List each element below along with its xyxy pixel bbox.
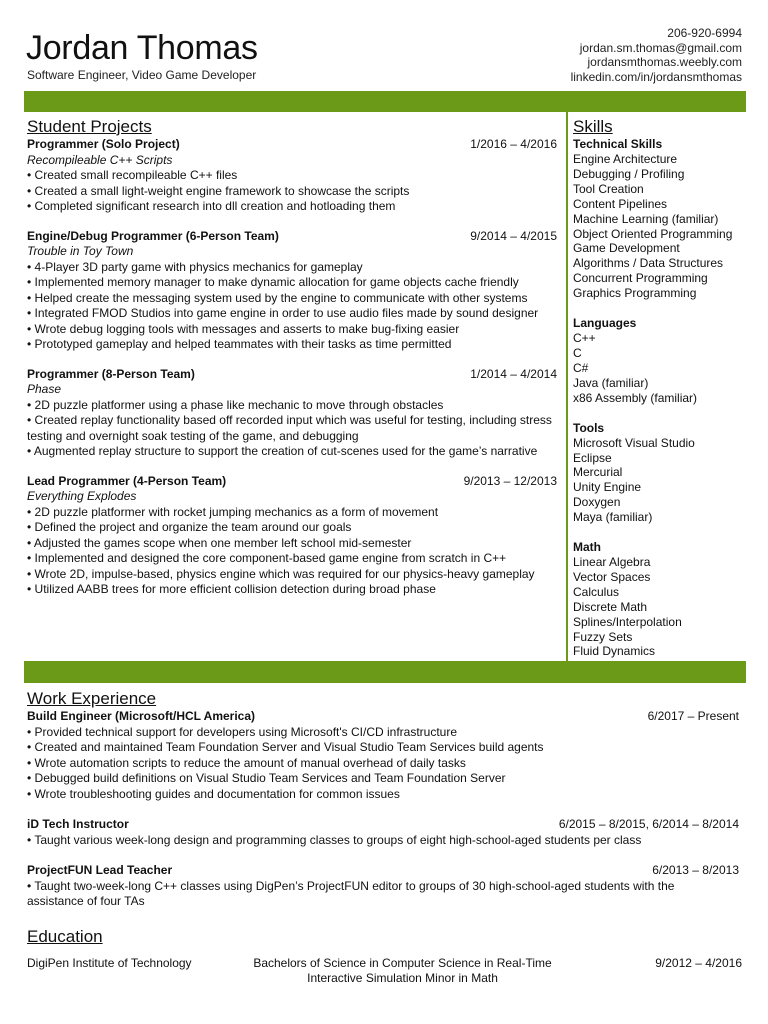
project-role: Engine/Debug Programmer (6-Person Team): [27, 228, 279, 243]
skill-item: Graphics Programming: [573, 286, 697, 301]
job-build-engineer: [27, 709, 739, 802]
project-name: Phase: [27, 382, 62, 396]
project-role: Programmer (Solo Project): [27, 137, 180, 151]
project-name: Everything Explodes: [27, 489, 137, 503]
skills-title: Skills: [573, 117, 613, 136]
project-name: Recompileable C++ Scripts: [27, 152, 173, 167]
skills-group-heading: Technical Skills: [573, 137, 663, 151]
skill-item: Debugging / Profiling: [573, 166, 685, 181]
student-projects-section: [27, 117, 557, 598]
skill-item: Engine Architecture: [573, 152, 678, 166]
contact-email: jordan.sm.thomas@gmail.com: [579, 40, 742, 55]
project-bullet: • Created a small light-weight engine framework to showcase the scripts: [27, 183, 410, 198]
work-experience-title: Work Experience: [27, 689, 157, 708]
project-phase: [27, 367, 557, 460]
skill-item: Maya (familiar): [573, 510, 653, 525]
contact-phone: 206-920-6994: [667, 26, 742, 40]
skill-item: Content Pipelines: [573, 196, 668, 211]
project-bullet: • Integrated FMOD Studios into game engine in order to use audio files made by sound designer: [27, 306, 539, 320]
resume-name: Jordan Thomas: [26, 29, 258, 67]
skills-section: [573, 117, 745, 659]
skill-item: Object Oriented Programming: [573, 226, 733, 241]
skill-item: Calculus: [573, 584, 620, 599]
job-bullet: • Taught various week-long design and programming classes to groups of eight high-school-aged students per class: [27, 832, 642, 847]
project-bullet: • Implemented and designed the core component-based game engine from scratch in C++: [27, 551, 507, 565]
job-bullet: • Wrote automation scripts to reduce the amount of manual overhead of daily tasks: [27, 755, 466, 770]
project-role: Lead Programmer (4-Person Team): [27, 473, 227, 488]
skill-item: Doxygen: [573, 495, 621, 510]
skills-group-heading: Tools: [573, 420, 605, 435]
skill-item: x86 Assembly (familiar): [573, 390, 698, 405]
skill-item: Splines/Interpolation: [573, 614, 682, 629]
skill-item: Fluid Dynamics: [573, 644, 656, 659]
job-role: iD Tech Instructor: [27, 817, 129, 831]
education-title: Education: [27, 927, 103, 946]
project-dates: 9/2014 – 4/2015: [470, 228, 557, 243]
skills-group-heading: Languages: [573, 316, 637, 331]
contact-linkedin: linkedin.com/in/jordansmthomas: [570, 69, 742, 84]
skill-item: Fuzzy Sets: [573, 629, 633, 644]
project-dates: 1/2014 – 4/2014: [470, 366, 557, 381]
job-dates: 6/2015 – 8/2015, 6/2014 – 8/2014: [558, 817, 739, 831]
project-bullet: • Augmented replay structure to support the creation of cut-scenes used for the game’s narrative: [27, 444, 538, 458]
skill-item: Concurrent Programming: [573, 271, 708, 286]
job-id-tech-instructor: [27, 817, 739, 848]
project-bullet: • Utilized AABB trees for more efficient collision detection during broad phase: [27, 582, 436, 596]
education-degree: Bachelors of Science in Computer Science in Real-Time Interactive Simulation Minor in Math: [253, 956, 552, 985]
project-bullet: • 4-Player 3D party game with physics mechanics for gameplay: [27, 259, 363, 274]
skill-item: Algorithms / Data Structures: [573, 256, 724, 271]
project-name: Trouble in Toy Town: [27, 244, 134, 258]
project-bullet: • Created small recompileable C++ files: [27, 168, 238, 182]
job-role: Build Engineer (Microsoft/HCL America): [27, 709, 256, 723]
project-bullet: • 2D puzzle platformer using a phase like mechanic to move through obstacles: [27, 397, 444, 412]
skill-item: Discrete Math: [573, 599, 648, 614]
job-dates: 6/2017 – Present: [647, 709, 739, 723]
column-divider: [566, 112, 568, 661]
project-bullet: • Defined the project and organize the team around our goals: [27, 520, 352, 534]
project-bullet: • Implemented memory manager to make dynamic allocation for game objects cache friendly: [27, 275, 519, 289]
education-dates: 9/2012 – 4/2016: [655, 956, 742, 970]
header-divider-bar: [24, 91, 746, 112]
project-recompileable-scripts: [27, 137, 557, 215]
job-bullet: • Created and maintained Team Foundation Server and Visual Studio Team Services build agents: [27, 740, 544, 754]
education-school: DigiPen Institute of Technology: [27, 956, 192, 970]
skill-item: C: [573, 345, 582, 360]
skills-group-heading: Math: [573, 540, 601, 555]
skill-item: C++: [573, 331, 596, 346]
job-projectfun-lead-teacher: [27, 863, 739, 910]
student-projects-title: Student Projects: [27, 117, 152, 136]
project-bullet: • 2D puzzle platformer with rocket jumping mechanics as a form of movement: [27, 504, 439, 519]
skill-item: C#: [573, 360, 589, 375]
project-bullet: • Completed significant research into dll creation and hotloading them: [27, 199, 396, 213]
contact-website: jordansmthomas.weebly.com: [587, 55, 742, 69]
project-bullet: • Adjusted the games scope when one member left school mid-semester: [27, 535, 412, 550]
skill-item: Machine Learning (familiar): [573, 211, 719, 226]
project-bullet: • Prototyped gameplay and helped teammates with their tasks as time permitted: [27, 337, 452, 351]
project-bullet: • Created replay functionality based off recorded input which was useful for testing, including stress testing and overnight soak testing of the game, and debugging: [27, 413, 552, 443]
project-everything-explodes: [27, 474, 557, 598]
job-role: ProjectFUN Lead Teacher: [27, 863, 173, 877]
skill-item: Eclipse: [573, 450, 612, 465]
work-experience-section: [27, 689, 739, 910]
contact-block: [571, 26, 742, 84]
job-dates: 6/2013 – 8/2013: [652, 863, 739, 877]
section-divider-bar: [24, 661, 746, 683]
skill-item: Vector Spaces: [573, 569, 651, 584]
skill-item: Java (familiar): [573, 375, 649, 390]
skill-item: Microsoft Visual Studio: [573, 435, 695, 450]
job-bullet: • Provided technical support for developers using Microsoft's CI/CD infrastructure: [27, 724, 458, 739]
skill-item: Tool Creation: [573, 181, 644, 196]
skill-item: Game Development: [573, 241, 680, 256]
skill-item: Linear Algebra: [573, 555, 651, 570]
project-dates: 9/2013 – 12/2013: [463, 473, 557, 488]
job-bullet: • Taught two-week-long C++ classes using DigPen’s ProjectFUN editor to groups of 30 high-school-aged students with the assistance of four TAs: [27, 878, 675, 908]
project-role: Programmer (8-Person Team): [27, 366, 195, 381]
job-bullet: • Debugged build definitions on Visual Studio Team Services and Team Foundation Server: [27, 771, 506, 785]
project-bullet: • Wrote 2D, impulse-based, physics engine which was required for our physics-heavy gameplay: [27, 566, 535, 581]
resume-subtitle: Software Engineer, Video Game Developer: [27, 68, 257, 82]
project-bullet: • Wrote debug logging tools with messages and asserts to make bug-fixing easier: [27, 321, 460, 336]
job-bullet: • Wrote troubleshooting guides and documentation for common issues: [27, 786, 400, 801]
project-bullet: • Helped create the messaging system used by the engine to communicate with other systems: [27, 290, 528, 305]
skill-item: Unity Engine: [573, 480, 642, 495]
project-trouble-in-toy-town: [27, 229, 557, 353]
skill-item: Mercurial: [573, 465, 623, 480]
project-dates: 1/2016 – 4/2016: [470, 137, 557, 151]
